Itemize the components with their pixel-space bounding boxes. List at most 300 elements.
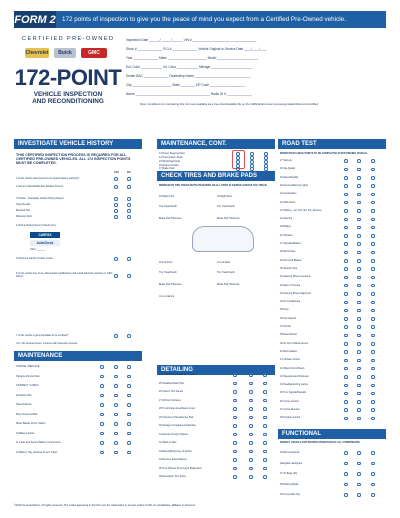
tire-left-rear: 21 Left Rear <box>217 261 231 264</box>
carfax-logo: CARFAX <box>30 232 60 238</box>
page-title: 172-POINT <box>14 65 122 90</box>
detailing-item-10: 33 Beauty/Body Free of Debris <box>159 449 192 453</box>
road-test-check-1-1[interactable] <box>357 159 361 163</box>
detailing-check-2-0[interactable] <box>233 382 237 386</box>
history-yes-9[interactable] <box>114 334 118 338</box>
section-detailing: DETAILING <box>157 365 275 375</box>
field-row-5[interactable]: Dealer BAC ______________ Dealership Name _______________________________ <box>126 74 250 78</box>
road-test-check-12-2[interactable] <box>371 251 375 255</box>
tire-right-rear: 19 Right Rear <box>217 195 232 198</box>
detailing-check-7-1[interactable] <box>249 424 253 428</box>
road-test-item-16: 32 Ease of Turning <box>280 283 301 287</box>
history-no-6[interactable] <box>127 215 131 219</box>
detailing-check-4-2[interactable] <box>263 399 267 403</box>
maint-cont-item-15: 15 Windshield Fluid <box>159 160 180 163</box>
road-test-check-2-0[interactable] <box>344 168 348 172</box>
road-test-item-5: 21 Acceleration <box>280 192 297 196</box>
road-test-item-25: 41 Climate Control <box>280 358 300 362</box>
road-test-check-28-1[interactable] <box>357 384 361 388</box>
road-test-check-4-0[interactable] <box>344 184 348 188</box>
maintenance-check-1-0[interactable] <box>100 365 104 369</box>
detailing-item-13: 36 Decorative Trim Strips <box>159 475 186 478</box>
detailing-check-2-1[interactable] <box>249 382 253 386</box>
detailing-item-4: 27 All Door Surfaces <box>159 398 181 402</box>
road-test-check-28-0[interactable] <box>344 384 348 388</box>
functional-check-4-2[interactable] <box>371 483 375 487</box>
road-test-check-13-2[interactable] <box>371 259 375 263</box>
detailing-check-13-1[interactable] <box>249 475 253 479</box>
road-test-check-23-2[interactable] <box>371 342 375 346</box>
maint-cont-check-5[interactable] <box>236 167 240 171</box>
field-row-7[interactable]: Name __________________________________________ Radio ID # ______________ <box>126 92 252 96</box>
road-test-check-10-1[interactable] <box>357 234 361 238</box>
road-test-check-22-1[interactable] <box>357 334 361 338</box>
maintenance-check-2-1[interactable] <box>114 375 118 379</box>
road-test-check-28-2[interactable] <box>371 384 375 388</box>
road-test-check-9-1[interactable] <box>357 226 361 230</box>
road-test-item-20: 36 Fan Speeds <box>280 316 297 320</box>
road-test-check-13-1[interactable] <box>357 259 361 263</box>
road-test-check-5-2[interactable] <box>371 193 375 197</box>
road-test-check-3-0[interactable] <box>344 176 348 180</box>
maintenance-check-5-1[interactable] <box>114 403 118 407</box>
tire-right-front: 18 Right Front <box>159 195 175 198</box>
functional-check-4-1[interactable] <box>357 483 361 487</box>
detailing-item-3: 26 Interior Trim Panels <box>159 390 184 393</box>
road-test-check-20-1[interactable] <box>357 317 361 321</box>
detailing-check-4-0[interactable] <box>233 399 237 403</box>
road-test-item-29: 45 Turn Signals/Hazards <box>280 391 307 395</box>
functional-check-4-0[interactable] <box>344 483 348 487</box>
road-test-check-31-1[interactable] <box>357 408 361 412</box>
road-test-item-31: 47 Cruise Resume <box>280 408 300 411</box>
maintenance-check-5-2[interactable] <box>127 403 131 407</box>
yes-header: YES <box>114 171 119 174</box>
field-row-1[interactable]: Inspection Date ______/______/______ VIN # ____________________________________ <box>126 38 257 42</box>
detailing-check-8-1[interactable] <box>249 433 253 437</box>
functional-item-3: 37 Air Bags (All) <box>280 472 298 475</box>
road-test-check-21-0[interactable] <box>344 325 348 329</box>
history-yes-8[interactable] <box>114 274 118 278</box>
history-yes-1[interactable] <box>114 177 118 181</box>
detailing-check-5-1[interactable] <box>249 407 253 411</box>
road-test-check-32-0[interactable] <box>344 417 348 421</box>
road-test-check-17-0[interactable] <box>344 292 348 296</box>
maintenance-check-6-1[interactable] <box>114 413 118 417</box>
road-test-check-31-2[interactable] <box>371 408 375 412</box>
road-test-check-3-2[interactable] <box>371 176 375 180</box>
road-test-check-6-1[interactable] <box>357 201 361 205</box>
history-item-5: Branded Title <box>16 209 31 212</box>
maintenance-check-8-0[interactable] <box>100 432 104 436</box>
history-yes-3[interactable] <box>114 197 118 201</box>
functional-check-5-0[interactable] <box>344 493 348 497</box>
maintenance-item-4: Air/Cabin Filter <box>16 393 32 397</box>
road-test-item-6: 22 Shift Action <box>280 200 296 204</box>
form-note: Note: Conditions for completing this form are available as a free downloadable file on the GMGlobalConnect at www.gmdealerlinks.com/certified <box>140 102 319 106</box>
road-test-item-14: 30 Smooth Stop <box>280 266 298 270</box>
functional-check-3-2[interactable] <box>371 472 375 476</box>
history-yes-4[interactable] <box>114 203 118 207</box>
section-maintenance: MAINTENANCE <box>14 351 142 361</box>
road-test-check-14-2[interactable] <box>371 267 375 271</box>
maintenance-check-8-2[interactable] <box>127 432 131 436</box>
road-test-item-23: 39 Air Vent Grilles/Louvers <box>280 341 309 345</box>
road-test-check-6-0[interactable] <box>344 201 348 205</box>
road-test-check-16-2[interactable] <box>371 284 375 288</box>
history-yes-2[interactable] <box>114 185 118 189</box>
brake-pad-lf[interactable]: Brake Pad Thickness <box>159 283 182 286</box>
detailing-check-2-2[interactable] <box>263 382 267 386</box>
detailing-check-10-1[interactable] <box>249 450 253 454</box>
maintenance-check-3-1[interactable] <box>114 384 118 388</box>
maintenance-check-2-2[interactable] <box>127 375 131 379</box>
tire-left-front: 20 Left Front <box>159 261 173 264</box>
road-test-check-26-1[interactable] <box>357 367 361 371</box>
road-test-check-23-1[interactable] <box>357 342 361 346</box>
history-no-8[interactable] <box>127 274 131 278</box>
detailing-check-4-1[interactable] <box>249 399 253 403</box>
road-test-check-8-0[interactable] <box>344 218 348 222</box>
maintenance-check-6-0[interactable] <box>100 413 104 417</box>
tire-tread-lf[interactable]: Tire Tread Depth <box>159 271 177 274</box>
road-test-item-30: 46 Cruise Control <box>280 399 299 403</box>
maintenance-check-10-1[interactable] <box>114 451 118 455</box>
functional-check-1-0[interactable] <box>344 451 348 455</box>
history-item-7: 4 Vehicle History Report (Check One) <box>16 224 56 227</box>
road-test-check-32-2[interactable] <box>371 417 375 421</box>
road-test-check-2-2[interactable] <box>371 168 375 172</box>
maintenance-item-1: CHANGE / REPLACE <box>16 365 40 368</box>
maintenance-check-10-2[interactable] <box>127 451 131 455</box>
history-item-3: 3 OnStar - Investigate Vehicle History Report <box>16 197 64 200</box>
detailing-check-10-0[interactable] <box>233 450 237 454</box>
functional-check-5-2[interactable] <box>371 493 375 497</box>
detailing-item-5: 28 Trunk/Cargo Area/Spare Cover <box>159 407 196 410</box>
maintenance-check-5-0[interactable] <box>100 403 104 407</box>
field-row-6[interactable]: City ______________________ State ________ ZIP Code ____________________ <box>126 83 246 87</box>
road-test-check-30-1[interactable] <box>357 400 361 404</box>
road-test-check-20-2[interactable] <box>371 317 375 321</box>
road-test-check-18-0[interactable] <box>344 301 348 305</box>
maintenance-check-7-2[interactable] <box>127 422 131 426</box>
tire-tread-rr[interactable]: Tire Tread Depth <box>217 205 235 208</box>
section-road-test: ROAD TEST <box>278 139 386 149</box>
functional-check-1-2[interactable] <box>371 451 375 455</box>
road-test-check-22-2[interactable] <box>371 334 375 338</box>
road-test-check-14-0[interactable] <box>344 267 348 271</box>
road-test-check-8-2[interactable] <box>371 218 375 222</box>
section-functional: FUNCTIONAL <box>278 429 386 439</box>
road-test-check-15-0[interactable] <box>344 276 348 280</box>
maintenance-check-8-1[interactable] <box>114 432 118 436</box>
road-test-item-19: 35 Heat <box>280 308 289 312</box>
maintenance-item-5: Hoses/Clamps <box>16 403 32 406</box>
maintenance-check-9-1[interactable] <box>114 441 118 445</box>
maintenance-check-1-2[interactable] <box>127 365 131 369</box>
road-test-item-12: 28 Wind Noise <box>280 250 296 254</box>
history-no-2[interactable] <box>127 185 131 189</box>
road-test-check-7-0[interactable] <box>344 209 348 213</box>
detailing-item-8: 31 Exterior Foreign Objects <box>159 432 189 436</box>
maint-cont-check-b-5[interactable] <box>250 167 254 171</box>
history-no-7[interactable] <box>127 257 131 261</box>
field-row-2[interactable]: Stock # ______________ R.O.# ______________ Vehicle Original In-Service Date ____/____/____ <box>126 47 268 51</box>
functional-check-2-1[interactable] <box>357 462 361 466</box>
road-test-item-15: 31 Steering Wheel Centered <box>280 275 311 279</box>
road-test-check-7-1[interactable] <box>357 209 361 213</box>
road-test-check-15-2[interactable] <box>371 276 375 280</box>
functional-check-1-1[interactable] <box>357 451 361 455</box>
detailing-check-5-0[interactable] <box>233 407 237 411</box>
certified-pre-owned-label: CERTIFIED PRE-OWNED <box>22 36 115 42</box>
functional-note: INSPECT VEHICLE FOR PROPER OPERATION OF ALL COMPONENTS. <box>280 441 361 444</box>
road-test-item-11: 27 Squeaks/Rattles <box>280 242 301 245</box>
history-no-9[interactable] <box>127 334 131 338</box>
chevrolet-logo: Chevrolet <box>25 50 49 56</box>
detailing-check-1-1[interactable] <box>249 373 253 377</box>
road-test-check-9-0[interactable] <box>344 226 348 230</box>
functional-check-5-1[interactable] <box>357 493 361 497</box>
road-test-check-20-0[interactable] <box>344 317 348 321</box>
detailing-check-13-2[interactable] <box>263 475 267 479</box>
detailing-item-11: 34 Remove Road Stickers <box>159 458 187 461</box>
history-item-1: 1 Is this vehicle still covered by its original factory warranty? <box>16 177 80 180</box>
road-test-item-17: 33 Steering Wheel Alignment <box>280 291 311 295</box>
detailing-check-3-2[interactable] <box>263 390 267 394</box>
form-number-label: FORM 2 <box>14 11 56 28</box>
road-test-check-5-0[interactable] <box>344 193 348 197</box>
section-tires-brakes: CHECK TIRES AND BRAKE PADS <box>157 171 275 181</box>
page-subtitle-1: VEHICLE INSPECTION <box>33 91 103 98</box>
car-illustration <box>192 226 254 252</box>
detailing-check-9-0[interactable] <box>233 441 237 445</box>
detailing-item-7: 30 Storage Compartments/Ashtray <box>159 424 196 427</box>
road-test-check-3-1[interactable] <box>357 176 361 180</box>
road-test-check-27-2[interactable] <box>371 375 375 379</box>
brake-pad-rr[interactable]: Brake Pad Thickness <box>217 217 240 220</box>
maintenance-item-2: 8 Engine Oil and Filter <box>16 374 40 378</box>
road-test-check-27-1[interactable] <box>357 375 361 379</box>
road-test-item-18: 34 Air Conditioning <box>280 300 301 304</box>
road-test-check-29-1[interactable] <box>357 392 361 396</box>
road-test-check-18-2[interactable] <box>371 301 375 305</box>
brake-pad-lr[interactable]: Brake Pad Thickness <box>217 283 240 286</box>
road-test-check-16-1[interactable] <box>357 284 361 288</box>
road-test-check-9-2[interactable] <box>371 226 375 230</box>
history-no-5[interactable] <box>127 209 131 213</box>
maintenance-check-3-0[interactable] <box>100 384 104 388</box>
road-test-check-24-1[interactable] <box>357 350 361 354</box>
field-row-4[interactable]: Ext. Color ____________ Int. Color ____________ Mileage _______________________ <box>126 65 252 69</box>
road-test-item-7: 23 Shifting - 1st, 2nd, 3rd, 4th, Reverse <box>280 208 322 212</box>
detailing-check-9-2[interactable] <box>263 441 267 445</box>
road-test-check-11-1[interactable] <box>357 242 361 246</box>
maintenance-check-4-1[interactable] <box>114 394 118 398</box>
functional-check-3-0[interactable] <box>344 472 348 476</box>
road-test-check-1-2[interactable] <box>371 159 375 163</box>
road-test-check-30-2[interactable] <box>371 400 375 404</box>
maintenance-item-10: 12 Battery Tray, Retainer & Vent Tubes <box>16 450 58 454</box>
road-test-check-32-1[interactable] <box>357 417 361 421</box>
road-test-item-4: 20 Service/Warning Lights <box>280 183 308 187</box>
section-maintenance-cont: MAINTENANCE, CONT. <box>157 139 275 149</box>
detailing-check-6-0[interactable] <box>233 416 237 420</box>
functional-check-2-2[interactable] <box>371 462 375 466</box>
history-yes-5[interactable] <box>114 209 118 213</box>
detailing-check-1-2[interactable] <box>263 373 267 377</box>
maintenance-check-4-0[interactable] <box>100 394 104 398</box>
road-test-check-2-1[interactable] <box>357 168 361 172</box>
tire-tread-lr[interactable]: Tire Tread Depth <box>217 271 235 274</box>
maintenance-check-4-2[interactable] <box>127 394 131 398</box>
detailing-check-11-0[interactable] <box>233 458 237 462</box>
road-test-check-7-2[interactable] <box>371 209 375 213</box>
history-fail-note: Yes / No checked boxes, continue with inspection process. <box>16 342 78 345</box>
road-test-check-26-0[interactable] <box>344 367 348 371</box>
detailing-check-10-2[interactable] <box>263 450 267 454</box>
detailing-check-12-0[interactable] <box>233 467 237 471</box>
road-test-item-8: 24 Steering <box>280 217 293 221</box>
road-test-check-25-2[interactable] <box>371 359 375 363</box>
road-test-check-15-1[interactable] <box>357 276 361 280</box>
road-test-check-19-1[interactable] <box>357 309 361 313</box>
detailing-check-13-0[interactable] <box>233 475 237 479</box>
road-test-check-22-0[interactable] <box>344 334 348 338</box>
road-test-check-17-2[interactable] <box>371 292 375 296</box>
road-test-check-25-0[interactable] <box>344 359 348 363</box>
detailing-check-8-0[interactable] <box>233 433 237 437</box>
road-test-item-21: 37 Defrost <box>280 325 292 328</box>
road-test-check-12-1[interactable] <box>357 251 361 255</box>
history-other[interactable]: Other: ______ <box>30 248 46 251</box>
detailing-check-3-0[interactable] <box>233 390 237 394</box>
detailing-check-6-2[interactable] <box>263 416 267 420</box>
road-test-item-26: 42 Wipers (Front/Rear) <box>280 366 305 370</box>
road-test-item-28: 44 Headlamps/Fog Lamps <box>280 383 309 387</box>
road-test-check-26-2[interactable] <box>371 367 375 371</box>
detailing-item-6: 29 Instrument Panel/Center Pad <box>159 415 194 419</box>
maintenance-check-10-0[interactable] <box>100 451 104 455</box>
road-test-check-6-2[interactable] <box>371 201 375 205</box>
road-test-check-24-0[interactable] <box>344 350 348 354</box>
history-yes-7[interactable] <box>114 257 118 261</box>
maintenance-check-3-2[interactable] <box>127 384 131 388</box>
road-test-check-14-1[interactable] <box>357 267 361 271</box>
detailing-check-6-1[interactable] <box>249 416 253 420</box>
road-test-check-21-1[interactable] <box>357 325 361 329</box>
detailing-check-5-2[interactable] <box>263 407 267 411</box>
field-row-3[interactable]: Year ______________ Make ______________________ Model _______________________ <box>126 56 258 60</box>
maintenance-check-6-2[interactable] <box>127 413 131 417</box>
maintenance-check-2-0[interactable] <box>100 375 104 379</box>
road-test-check-27-0[interactable] <box>344 375 348 379</box>
road-test-check-8-1[interactable] <box>357 218 361 222</box>
road-test-check-29-2[interactable] <box>371 392 375 396</box>
road-test-check-12-0[interactable] <box>344 251 348 255</box>
history-yes-6[interactable] <box>114 215 118 219</box>
road-test-check-13-0[interactable] <box>344 259 348 263</box>
functional-check-2-0[interactable] <box>344 462 348 466</box>
road-test-check-11-2[interactable] <box>371 242 375 246</box>
maint-cont-check-c-5[interactable] <box>264 167 268 171</box>
road-test-check-4-1[interactable] <box>357 184 361 188</box>
detailing-check-11-1[interactable] <box>249 458 253 462</box>
detailing-check-1-0[interactable] <box>233 373 237 377</box>
brake-pad-rf[interactable]: Brake Pad Thickness <box>159 217 182 220</box>
road-test-check-24-2[interactable] <box>371 350 375 354</box>
road-test-check-23-0[interactable] <box>344 342 348 346</box>
road-test-check-18-1[interactable] <box>357 301 361 305</box>
road-test-check-31-0[interactable] <box>344 408 348 412</box>
detailing-check-12-2[interactable] <box>263 467 267 471</box>
maintenance-item-6: Drive Tensioner/Belt <box>16 412 38 416</box>
history-no-1[interactable] <box>127 177 131 181</box>
maintenance-check-7-1[interactable] <box>114 422 118 426</box>
road-test-item-27: 43 Speedometer/Odometer <box>280 374 309 378</box>
road-test-check-19-0[interactable] <box>344 309 348 313</box>
detailing-check-11-2[interactable] <box>263 458 267 462</box>
road-test-item-22: 38 Rear Defrost <box>280 333 297 337</box>
road-test-check-11-0[interactable] <box>344 242 348 246</box>
maintenance-check-1-1[interactable] <box>114 365 118 369</box>
maint-cont-item-17: 17 Brake Fluid <box>159 167 175 170</box>
maintenance-check-9-2[interactable] <box>127 441 131 445</box>
detailing-check-7-2[interactable] <box>263 424 267 428</box>
road-test-check-5-1[interactable] <box>357 193 361 197</box>
detailing-item-12: 35 Tires Wheels Tires Fog & Brake Dust <box>159 466 202 470</box>
detailing-check-9-1[interactable] <box>249 441 253 445</box>
maint-cont-item-13: 13 Power Steering Fluid <box>159 152 185 155</box>
road-test-item-13: 29 Anti-Lock Brakes <box>280 258 302 262</box>
functional-check-3-1[interactable] <box>357 472 361 476</box>
no-header: NO <box>127 171 131 174</box>
maintenance-check-7-0[interactable] <box>100 422 104 426</box>
detailing-check-3-1[interactable] <box>249 390 253 394</box>
road-test-check-19-2[interactable] <box>371 309 375 313</box>
history-intro: THIS CERTIFIED INSPECTION PROCESS IS REQUIRED FOR ALL CERTIFIED PRE-OWNED VEHICLES. ALL 172 INSPECTION POINTS MUST BE COMPLETED. <box>16 153 131 166</box>
functional-item-5: 39 Convertible Top <box>280 493 300 496</box>
history-no-4[interactable] <box>127 203 131 207</box>
maintenance-item-3: 9 INSPECT / CHECK <box>16 384 39 387</box>
history-item-2: 2 Owner's Manual/Warranty Booklet Present <box>16 185 64 188</box>
road-test-check-16-0[interactable] <box>344 284 348 288</box>
tire-mm-remaining: mm remaining <box>159 295 175 298</box>
maintenance-item-9: 11 Clean and Secure Battery Connections <box>16 441 61 444</box>
road-test-check-25-1[interactable] <box>357 359 361 363</box>
road-test-check-10-2[interactable] <box>371 234 375 238</box>
history-no-3[interactable] <box>127 197 131 201</box>
history-item-6: Warranty Work <box>16 215 32 218</box>
road-test-check-10-0[interactable] <box>344 234 348 238</box>
road-test-check-29-0[interactable] <box>344 392 348 396</box>
footer-copyright: ©2019 General Motors. All rights reserved. The marks appearing in this form are the trademarks or service marks of GM, its subsidiaries, affiliates or licensors. <box>14 504 196 507</box>
maintenance-check-9-0[interactable] <box>100 441 104 445</box>
header-tagline: 172 points of inspection to give you the peace of mind you expect from a Certified Pre-Owned vehicle. <box>62 16 346 23</box>
functional-item-4: 38 Parking Brake <box>280 482 299 486</box>
road-test-check-30-0[interactable] <box>344 400 348 404</box>
detailing-check-8-2[interactable] <box>263 433 267 437</box>
road-test-check-21-2[interactable] <box>371 325 375 329</box>
road-test-check-1-0[interactable] <box>344 159 348 163</box>
road-test-item-9: 25 Brakes <box>280 225 291 229</box>
functional-item-1: OnStar Functional <box>280 451 300 454</box>
tire-tread-rf[interactable]: Tire Tread Depth <box>159 205 177 208</box>
road-test-check-4-2[interactable] <box>371 184 375 188</box>
detailing-check-7-0[interactable] <box>233 424 237 428</box>
detailing-check-12-1[interactable] <box>249 467 253 471</box>
road-test-check-17-1[interactable] <box>357 292 361 296</box>
